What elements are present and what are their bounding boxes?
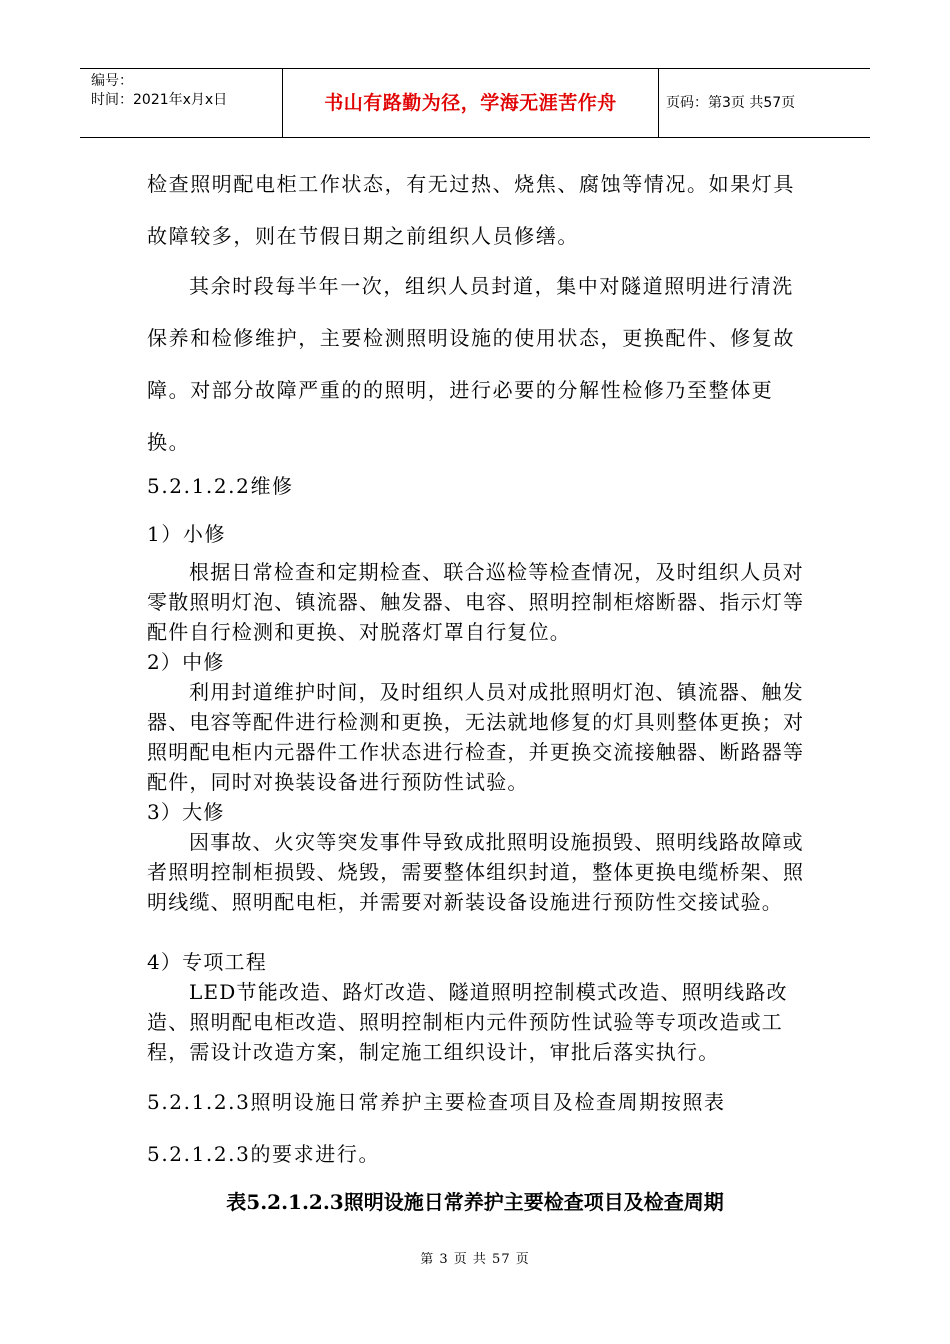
- subheading-major-repair: 3）大修: [147, 800, 225, 824]
- paragraph-table-reference: 5.2.1.2.3照明设施日常养护主要检查项目及检查周期按照表5.2.1.2.3的要求进行。: [147, 1090, 726, 1166]
- header-code-label: 编号：: [91, 73, 133, 89]
- header-page-info: 页码：第3页 共57页: [666, 95, 796, 111]
- paragraph-medium-repair: 利用封道维护时间，及时组织人员对成批照明灯泡、镇流器、触发器、电容等配件进行检测和更换，无法就地修复的灯具则整体更换；对照明配电柜内元器件工作状态进行检查，并更换交流接触器、断路器等配件，同时对换装设备进行预防性试验。: [147, 680, 805, 794]
- paragraph-minor-repair: 根据日常检查和定期检查、联合巡检等检查情况，及时组织人员对零散照明灯泡、镇流器、触发器、电容、照明控制柜熔断器、指示灯等配件自行检测和更换、对脱落灯罩自行复位。: [147, 560, 805, 644]
- paragraph-special-project: LED节能改造、路灯改造、隧道照明控制模式改造、照明线路改造、照明配电柜改造、照明控制柜内元件预防性试验等专项改造或工程，需设计改造方案，制定施工组织设计，审批后落实执行。: [147, 980, 788, 1064]
- subheading-minor-repair: 1）小修: [147, 522, 227, 546]
- header-time-label: 时间：2021年x月x日: [91, 92, 228, 108]
- header-meta: [80, 69, 282, 137]
- page-header: [80, 68, 870, 138]
- paragraph-semiannual: 其余时段每半年一次，组织人员封道，集中对隧道照明进行清洗保养和检修维护，主要检测照明设施的使用状态，更换配件、修复故障。对部分故障严重的的照明，进行必要的分解性检修乃至整体更换。: [147, 274, 795, 454]
- header-motto: 书山有路勤为径，学海无涯苦作舟: [282, 69, 659, 137]
- subheading-medium-repair: 2）中修: [147, 650, 225, 674]
- section-heading-repair: 5.2.1.2.2维修: [147, 474, 294, 498]
- page-footer: 第 3 页 共 57 页: [420, 1252, 530, 1267]
- table-title: 表5.2.1.2.3照明设施日常养护主要检查项目及检查周期: [226, 1190, 724, 1214]
- paragraph-major-repair: 因事故、火灾等突发事件导致成批照明设施损毁、照明线路故障或者照明控制柜损毁、烧毁，需要整体组织封道，整体更换电缆桥架、照明线缆、照明配电柜，并需要对新装设备设施进行预防性交接试验。: [147, 830, 805, 914]
- paragraph-inspection: 检查照明配电柜工作状态，有无过热、烧焦、腐蚀等情况。如果灯具故障较多，则在节假日期之前组织人员修缮。: [147, 172, 795, 248]
- subheading-special-project: 4）专项工程: [147, 950, 267, 974]
